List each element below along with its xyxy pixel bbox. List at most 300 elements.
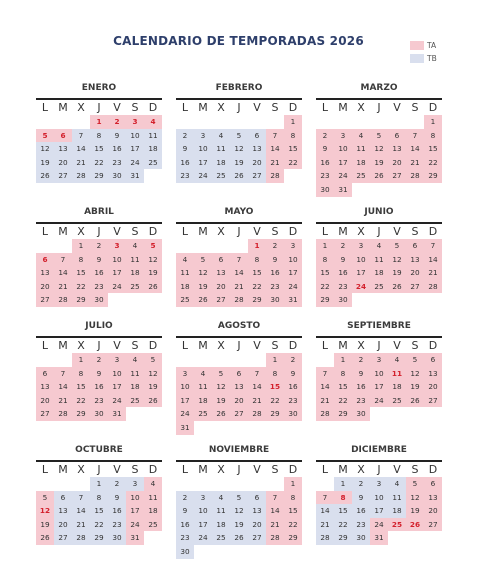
empty-cell [194,353,212,367]
empty-cell [54,353,72,367]
legend-item-tb [410,53,437,64]
day-cell: 17 [126,142,144,156]
weekday-label: V [253,225,261,238]
day-cell: 23 [108,156,126,170]
day-cell: 22 [90,156,108,170]
day-cell: 2 [334,239,352,253]
day-cell: 17 [370,380,388,394]
day-cell: 18 [370,266,388,280]
legend-label-tb: TB [427,54,437,63]
weekday-header [316,338,442,353]
day-cell: 28 [406,169,424,183]
weekday-label: L [321,339,329,352]
weekday-label: V [253,339,261,352]
day-cell: 6 [54,491,72,505]
weekday-label: L [181,463,189,476]
day-cell: 27 [424,518,442,532]
day-cell: 16 [108,142,126,156]
day-cell: 25 [194,407,212,421]
empty-cell [72,115,90,129]
weekday-label: D [148,225,158,238]
weekday-label: M [198,339,208,352]
day-cell: 1 [424,115,442,129]
weekday-label: L [41,339,49,352]
weekday-label: J [97,339,101,352]
weekday-header [176,224,302,239]
day-grid [176,115,302,183]
day-cell: 25 [370,280,388,294]
day-cell: 26 [230,531,248,545]
day-cell: 22 [334,394,352,408]
empty-cell [54,477,72,491]
day-cell: 15 [284,142,302,156]
day-cell: 13 [248,142,266,156]
day-cell: 19 [194,280,212,294]
day-cell: 2 [352,353,370,367]
day-cell: 3 [352,239,370,253]
day-cell: 17 [370,504,388,518]
month-marzo [316,82,442,197]
day-cell: 30 [90,407,108,421]
day-cell: 28 [316,531,334,545]
day-cell: 31 [126,531,144,545]
weekday-label: V [393,101,401,114]
weekday-label: L [181,339,189,352]
day-cell: 21 [266,518,284,532]
weekday-label: J [97,101,101,114]
day-cell: 19 [388,266,406,280]
day-cell: 6 [54,129,72,143]
day-cell: 22 [284,156,302,170]
day-cell: 3 [176,367,194,381]
day-cell: 7 [248,367,266,381]
day-cell: 29 [424,169,442,183]
weekday-label: V [393,463,401,476]
day-cell: 27 [248,531,266,545]
weekday-label: J [237,463,241,476]
day-cell: 8 [284,491,302,505]
month-name: OCTUBRE [75,445,123,455]
weekday-label: V [393,225,401,238]
day-cell: 28 [248,407,266,421]
weekday-label: D [148,101,158,114]
empty-cell [212,115,230,129]
weekday-label: V [113,339,121,352]
day-cell: 25 [144,156,162,170]
day-cell: 9 [334,253,352,267]
day-cell: 18 [126,266,144,280]
day-cell: 24 [352,280,370,294]
day-cell: 27 [212,293,230,307]
day-cell: 10 [352,253,370,267]
empty-cell [36,477,54,491]
day-cell: 31 [334,183,352,197]
empty-cell [230,115,248,129]
weekday-label: M [198,463,208,476]
day-cell: 8 [248,253,266,267]
month-octubre [36,444,162,545]
empty-cell [212,477,230,491]
day-cell: 2 [284,353,302,367]
day-cell: 8 [266,367,284,381]
day-cell: 9 [90,367,108,381]
day-cell: 12 [212,380,230,394]
day-grid [316,477,442,545]
day-cell: 19 [144,380,162,394]
weekday-label: M [58,225,68,238]
day-cell: 24 [370,518,388,532]
day-grid [316,353,442,421]
legend-item-ta [410,40,437,51]
day-cell: 6 [36,367,54,381]
day-cell: 23 [284,394,302,408]
day-cell: 13 [424,491,442,505]
month-name: MARZO [360,83,398,93]
day-cell: 17 [194,156,212,170]
day-cell: 21 [72,156,90,170]
day-cell: 7 [266,129,284,143]
day-cell: 22 [248,280,266,294]
weekday-label: V [113,225,121,238]
day-cell: 1 [72,239,90,253]
weekday-label: M [198,225,208,238]
weekday-label: D [288,463,298,476]
weekday-header [316,100,442,115]
day-cell: 23 [334,280,352,294]
weekday-label: M [338,339,348,352]
day-cell: 17 [194,518,212,532]
day-cell: 28 [72,169,90,183]
day-cell: 15 [72,380,90,394]
day-cell: 10 [334,142,352,156]
day-cell: 16 [316,156,334,170]
day-cell: 10 [370,367,388,381]
day-cell: 2 [266,239,284,253]
day-cell: 5 [212,367,230,381]
day-cell: 11 [352,142,370,156]
day-cell: 30 [176,545,194,559]
day-cell: 27 [424,394,442,408]
day-cell: 13 [230,380,248,394]
day-cell: 9 [90,253,108,267]
day-grid [36,115,162,183]
day-cell: 29 [248,293,266,307]
day-grid [36,477,162,545]
day-cell: 14 [266,142,284,156]
empty-cell [54,115,72,129]
day-cell: 7 [54,367,72,381]
month-name: FEBRERO [215,83,263,93]
day-cell: 10 [284,253,302,267]
weekday-label: S [411,463,419,476]
weekday-label: S [131,101,139,114]
day-cell: 15 [424,142,442,156]
empty-cell [212,239,230,253]
day-cell: 31 [284,293,302,307]
weekday-header [176,100,302,115]
day-cell: 7 [424,239,442,253]
day-cell: 4 [212,129,230,143]
day-cell: 12 [406,367,424,381]
empty-cell [194,477,212,491]
day-cell: 18 [212,518,230,532]
day-cell: 21 [54,394,72,408]
day-cell: 20 [54,156,72,170]
day-cell: 25 [212,531,230,545]
day-cell: 4 [212,491,230,505]
day-cell: 23 [90,394,108,408]
day-cell: 29 [334,407,352,421]
weekday-label: V [113,101,121,114]
day-grid [316,115,442,197]
day-grid [36,353,162,421]
day-cell: 19 [144,266,162,280]
empty-cell [176,239,194,253]
day-cell: 15 [72,266,90,280]
empty-cell [248,353,266,367]
day-cell: 20 [424,380,442,394]
day-cell: 18 [194,394,212,408]
day-cell: 30 [266,293,284,307]
day-cell: 30 [108,169,126,183]
day-cell: 12 [230,504,248,518]
day-cell: 17 [126,504,144,518]
day-cell: 2 [90,239,108,253]
day-cell: 13 [406,253,424,267]
day-cell: 5 [36,491,54,505]
day-cell: 1 [72,353,90,367]
month-name: ENERO [81,83,117,93]
day-cell: 19 [36,518,54,532]
day-cell: 1 [266,353,284,367]
day-cell: 6 [248,491,266,505]
empty-cell [248,115,266,129]
day-cell: 18 [212,156,230,170]
day-cell: 15 [316,266,334,280]
day-cell: 15 [90,504,108,518]
month-name: JULIO [85,321,113,331]
month-septiembre [316,320,442,421]
day-cell: 24 [194,169,212,183]
day-cell: 27 [230,407,248,421]
day-cell: 17 [284,266,302,280]
day-cell: 6 [212,253,230,267]
day-cell: 2 [352,477,370,491]
day-cell: 23 [352,394,370,408]
day-cell: 16 [176,156,194,170]
day-cell: 15 [334,380,352,394]
day-cell: 17 [352,266,370,280]
weekday-header [36,338,162,353]
day-cell: 9 [352,491,370,505]
day-cell: 2 [90,353,108,367]
day-cell: 21 [54,280,72,294]
day-cell: 1 [334,477,352,491]
day-cell: 20 [36,394,54,408]
month-noviembre [176,444,302,559]
day-cell: 14 [54,380,72,394]
weekday-header [36,224,162,239]
weekday-label: X [357,225,365,238]
weekday-label: X [357,101,365,114]
day-cell: 5 [194,253,212,267]
month-julio [36,320,162,421]
empty-cell [230,239,248,253]
day-cell: 19 [406,504,424,518]
weekday-label: D [288,339,298,352]
day-cell: 1 [90,115,108,129]
day-cell: 8 [90,491,108,505]
day-cell: 7 [316,367,334,381]
day-cell: 26 [212,407,230,421]
day-cell: 21 [424,266,442,280]
day-cell: 26 [406,394,424,408]
day-cell: 11 [176,266,194,280]
day-cell: 24 [126,518,144,532]
day-cell: 10 [370,491,388,505]
month-diciembre [316,444,442,545]
day-cell: 12 [230,142,248,156]
empty-cell [352,115,370,129]
weekday-label: S [411,101,419,114]
day-cell: 19 [212,394,230,408]
empty-cell [36,353,54,367]
day-cell: 13 [54,504,72,518]
day-cell: 9 [108,491,126,505]
day-cell: 30 [284,407,302,421]
day-cell: 13 [248,504,266,518]
day-cell: 28 [72,531,90,545]
day-cell: 13 [424,367,442,381]
day-cell: 20 [388,156,406,170]
day-cell: 26 [144,280,162,294]
legend [410,40,437,66]
day-cell: 16 [90,266,108,280]
empty-cell [230,353,248,367]
weekday-label: L [41,225,49,238]
day-cell: 13 [54,142,72,156]
day-cell: 6 [248,129,266,143]
day-cell: 20 [36,280,54,294]
day-cell: 25 [352,169,370,183]
weekday-label: L [181,101,189,114]
day-cell: 17 [108,380,126,394]
day-cell: 15 [248,266,266,280]
weekday-label: V [253,463,261,476]
day-cell: 3 [108,353,126,367]
day-cell: 7 [230,253,248,267]
day-cell: 8 [424,129,442,143]
month-name: DICIEMBRE [351,445,407,455]
day-cell: 24 [370,394,388,408]
day-cell: 10 [126,129,144,143]
weekday-label: L [181,225,189,238]
day-cell: 9 [176,142,194,156]
day-cell: 10 [108,367,126,381]
day-cell: 27 [406,280,424,294]
day-cell: 20 [212,280,230,294]
empty-cell [334,115,352,129]
day-cell: 28 [266,531,284,545]
day-cell: 23 [90,280,108,294]
weekday-header [316,224,442,239]
day-cell: 21 [230,280,248,294]
day-cell: 9 [266,253,284,267]
calendar-title: CALENDARIO DE TEMPORADAS 2026 [113,34,364,48]
day-cell: 22 [72,280,90,294]
day-cell: 8 [72,367,90,381]
day-cell: 14 [316,504,334,518]
weekday-label: D [428,225,438,238]
day-cell: 10 [194,142,212,156]
day-cell: 25 [126,394,144,408]
day-cell: 12 [388,253,406,267]
day-cell: 28 [230,293,248,307]
day-cell: 21 [72,518,90,532]
day-cell: 8 [284,129,302,143]
day-cell: 30 [352,407,370,421]
day-cell: 20 [54,518,72,532]
day-cell: 11 [212,504,230,518]
empty-cell [212,353,230,367]
day-cell: 24 [284,280,302,294]
day-cell: 25 [144,518,162,532]
day-cell: 8 [316,253,334,267]
empty-cell [266,477,284,491]
day-cell: 14 [72,504,90,518]
day-cell: 10 [176,380,194,394]
day-cell: 30 [108,531,126,545]
weekday-label: J [377,225,381,238]
month-enero [36,82,162,183]
weekday-label: X [217,101,225,114]
weekday-label: J [377,463,381,476]
day-cell: 3 [370,353,388,367]
weekday-label: M [58,339,68,352]
weekday-label: S [131,339,139,352]
day-cell: 6 [388,129,406,143]
day-cell: 12 [406,491,424,505]
empty-cell [194,239,212,253]
day-cell: 24 [194,531,212,545]
day-cell: 28 [54,407,72,421]
day-cell: 12 [36,504,54,518]
day-cell: 5 [36,129,54,143]
day-cell: 22 [334,518,352,532]
day-cell: 4 [388,353,406,367]
day-cell: 22 [72,394,90,408]
weekday-label: L [321,463,329,476]
day-cell: 12 [144,367,162,381]
day-cell: 8 [334,367,352,381]
weekday-label: D [428,463,438,476]
weekday-label: L [321,101,329,114]
day-cell: 7 [266,491,284,505]
day-cell: 1 [316,239,334,253]
day-cell: 17 [334,156,352,170]
day-cell: 18 [126,380,144,394]
day-cell: 29 [284,531,302,545]
day-cell: 1 [248,239,266,253]
day-cell: 9 [352,367,370,381]
empty-cell [266,115,284,129]
weekday-label: S [271,101,279,114]
day-cell: 13 [212,266,230,280]
day-cell: 9 [284,367,302,381]
day-cell: 24 [108,280,126,294]
day-grid [176,353,302,435]
day-cell: 7 [316,491,334,505]
